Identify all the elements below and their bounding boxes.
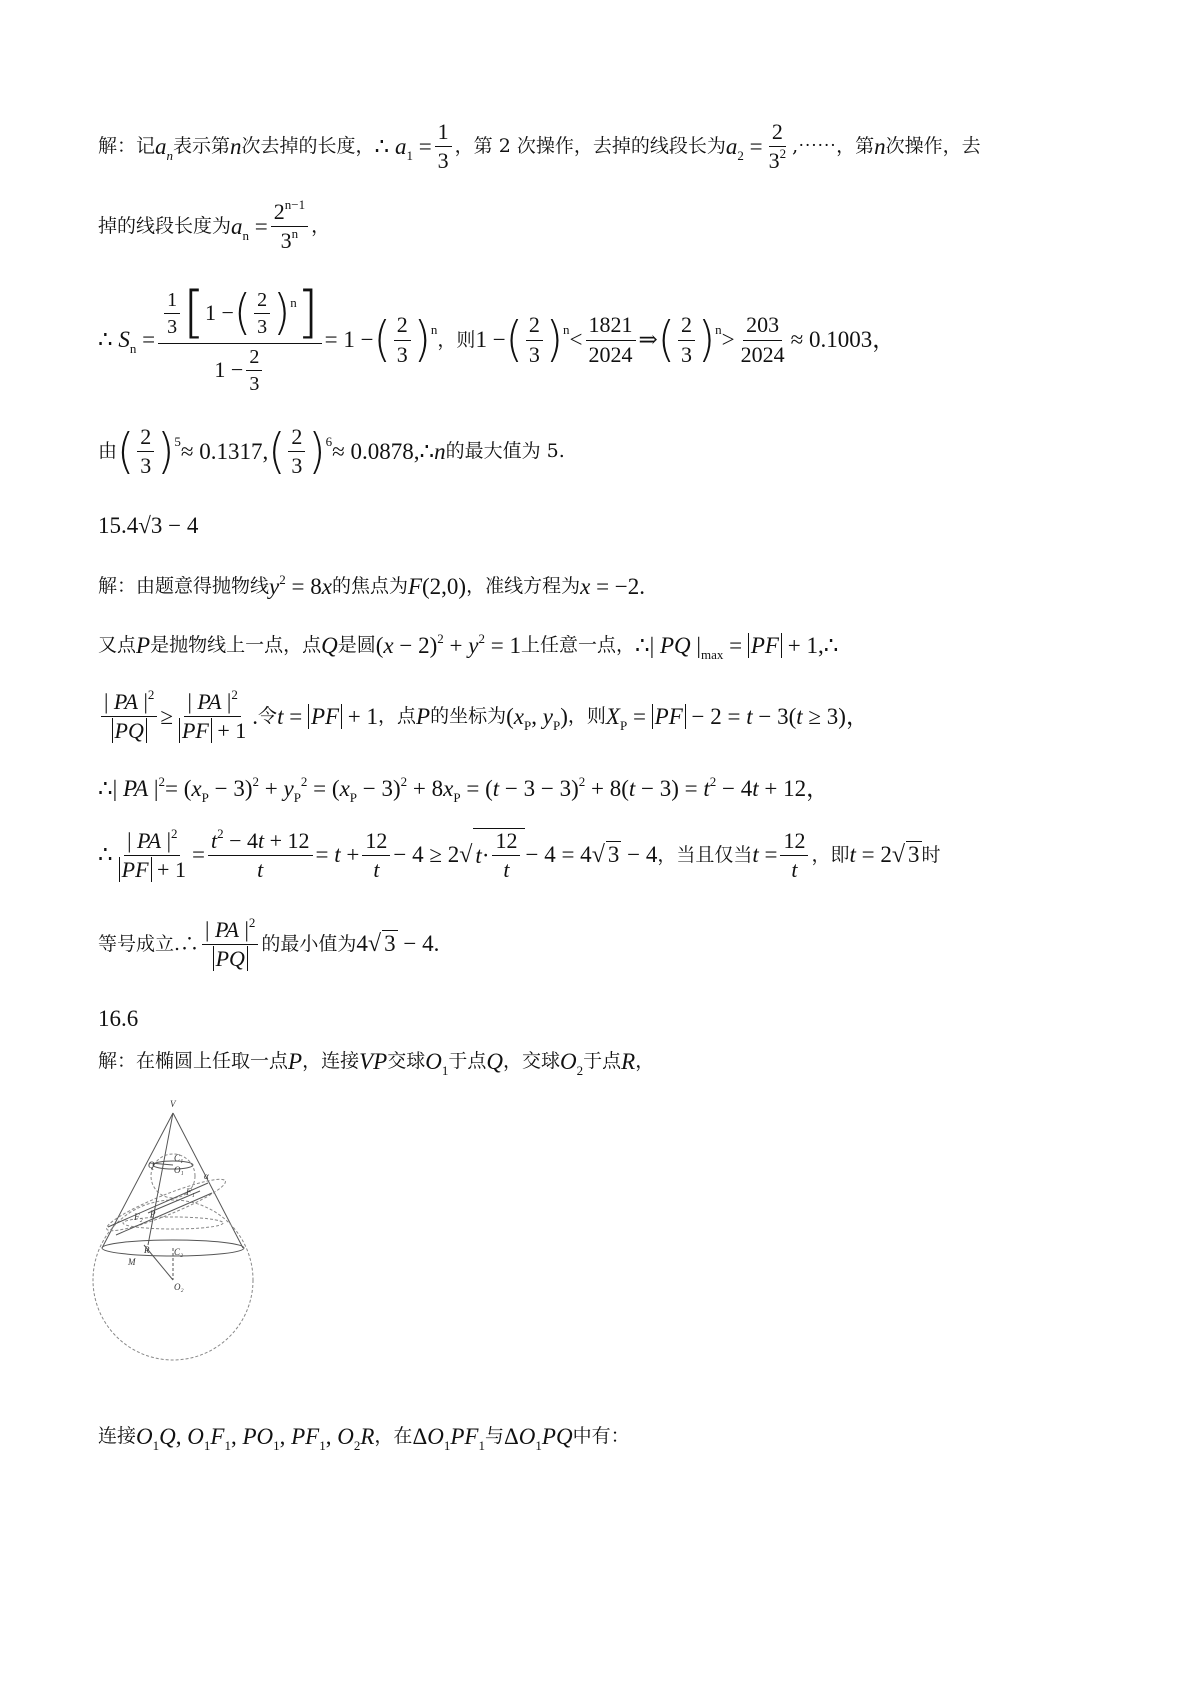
text: 次操作，去 — [885, 135, 981, 158]
text: 是抛物线上一点，点 — [150, 634, 322, 657]
text: 于点 — [583, 1050, 622, 1073]
solution-line-2: 掉的线段长度为 $a_n$ = $\frac{2^{n-1}}{3^n}$ ， — [98, 197, 331, 254]
label-V: V — [170, 1099, 176, 1109]
solution-15-line-5: ∴ $\frac{| PA |^2}{PF + 1}$ = $\frac{t^2 - 4t + 12}{t}$ = t + $\frac{12}{t}$ − 4 ≥ 2√ t · $\frac{12}{t}$ − 4 = 4√ 3 − 4 ，当且仅当 t = $\frac{12}{t}$ ，即 t = 2√ 3 时 — [98, 825, 941, 883]
text: ,⋯⋯，第 — [792, 135, 875, 158]
text: 与 — [484, 1425, 504, 1448]
label-O2: O₂ — [174, 1282, 184, 1292]
text: 时 — [921, 843, 941, 866]
text: ， — [311, 215, 331, 238]
solution-16-line-1: 解：在椭圆上任取一点 P ，连接 VP 交球 $O_1$ 于点 Q ，交球 $O_2$ 于点 R ， — [98, 1049, 655, 1078]
text: ≈ 0.1003， — [790, 327, 896, 353]
text: 又点 — [98, 634, 137, 657]
cone-spheres-figure — [88, 1095, 278, 1375]
label-P: P — [150, 1209, 156, 1219]
solution-line-1: 解：记 $a_n$ 表示第 n 次去掉的长度， ∴ $a_1$ = $\frac{1}{3}$ ，第 2 次操作，去掉的线段长为 $a_2$ = $\frac{2}{3^2}$ ,⋯⋯，第 n 次操作，去 — [98, 119, 981, 174]
text: 的最大值为 5. — [445, 440, 565, 463]
solution-15-line-3: $\frac{| PA |^2}{PQ}$ ≥ $\frac{| PA |^2}{PF + 1}$ . 令 t = PF + 1 ，点 P 的坐标为 ($x_P$, $y_P$) ，则 $X_P$ = PF − 2 = t − 3(t ≥ 3)， — [98, 690, 1140, 743]
text: ，则 — [567, 705, 606, 728]
text: ，准线方程为 — [466, 575, 581, 598]
text: ，在 — [374, 1425, 413, 1448]
text: 的坐标为 — [430, 705, 507, 728]
text: 由 — [98, 440, 118, 463]
text: 中有： — [572, 1425, 630, 1448]
question-number: 16.6 — [98, 1006, 139, 1031]
question-16-answer — [98, 1005, 1140, 1033]
text: 解：记 — [98, 135, 156, 158]
solution-16-line-2: 连接 $O_1Q$, $O_1F_1$, $PO_1$, $PF_1$, $O_2R$ ，在 $\Delta O_1PF_1$ 与 $\Delta O_1PQ$ 中有： — [98, 1424, 630, 1453]
text: ，当且仅当 — [657, 843, 753, 866]
text: 上任意一点， — [520, 634, 635, 657]
label-F2: F₂ — [134, 1212, 143, 1222]
label-M: M — [128, 1257, 136, 1267]
text: 掉的线段长度为 — [98, 215, 232, 238]
text: ≈ 0.1317, — [180, 438, 269, 464]
text: 连接 — [98, 1425, 137, 1448]
text: 表示第 — [173, 135, 231, 158]
solution-line-4: 由 ( $\frac{2}{3}$ ) 5 ≈ 0.1317, ( $\frac{2}{3}$ ) 6 ≈ 0.0878,∴ n 的最大值为 5. — [98, 423, 565, 480]
text: ，交球 — [502, 1050, 560, 1073]
label-C1: C₁ — [174, 1153, 184, 1163]
text: 是圆 — [337, 634, 376, 657]
text: 令 — [258, 705, 278, 728]
label-R: R — [144, 1245, 150, 1255]
solution-15-line-4: ∴| PA $|^2= (x_P - 3)^2 + y_P^2 = (x_P - 3)^2 + 8x_P = (t - 3 - 3)^2 + 8(t - 3) = t^2 - 4t + 12$， — [98, 774, 830, 805]
text: 解：在椭圆上任取一点 — [98, 1050, 289, 1073]
solution-15-line-6: 等号成立.∴ $\frac{| PA |^2}{PQ}$ 的最小值为 4√ 3 − 4. — [98, 915, 440, 972]
text: ，即 — [811, 843, 850, 866]
label-Q: Q — [148, 1160, 155, 1170]
text: ，连接 — [302, 1050, 360, 1073]
text: 交球 — [387, 1050, 426, 1073]
text: 等号成立.∴ — [98, 933, 200, 956]
text: 次去掉的长度， — [241, 135, 375, 158]
label-alpha: α — [204, 1171, 209, 1181]
label-O1: O₁ — [174, 1165, 184, 1175]
question-number: 15. — [98, 513, 127, 538]
text: 解：由题意得抛物线 — [98, 575, 270, 598]
solution-line-3: ∴ $S_n$ = $\frac{1}{3}$ [ 1 − ( $\frac{2}{3}$ ) n ] 1 − $\frac{2}{3}$ = 1 − ( $\frac{2}{3}$ ) n ， 则 1 − ( $\frac{2}{3}$ ) n < $\frac{1821}{2024}$ ⇒ ( $\frac{2}{3}$ ) n > $\frac{203}{2024}$ ≈ 0.1003， — [98, 280, 896, 395]
label-F1: F₁ — [186, 1187, 195, 1197]
solution-15-line-1: 解：由题意得抛物线 $y^2 = 8x$ 的焦点为 F(2,0) ，准线方程为 x = −2. — [98, 572, 646, 599]
text: 则 — [456, 328, 476, 351]
text: ，点 — [378, 705, 417, 728]
question-15-answer — [98, 512, 1140, 540]
text: 的焦点为 — [331, 575, 408, 598]
text: 的最小值为 — [261, 933, 357, 956]
text: ，第 2 次操作，去掉的线段长为 — [454, 135, 726, 158]
text: ≈ 0.0878,∴ — [332, 438, 435, 464]
solution-15-line-2: 又点 P 是抛物线上一点，点 Q 是圆 $(x - 2)^2 + y^2 = 1$ 上任意一点， ∴| PQ $|_{max}$ = PF + 1,∴ — [98, 631, 839, 662]
answer: 4√3 − 4 — [126, 513, 199, 538]
text: 于点 — [448, 1050, 487, 1073]
label-C2: C₂ — [174, 1247, 184, 1257]
